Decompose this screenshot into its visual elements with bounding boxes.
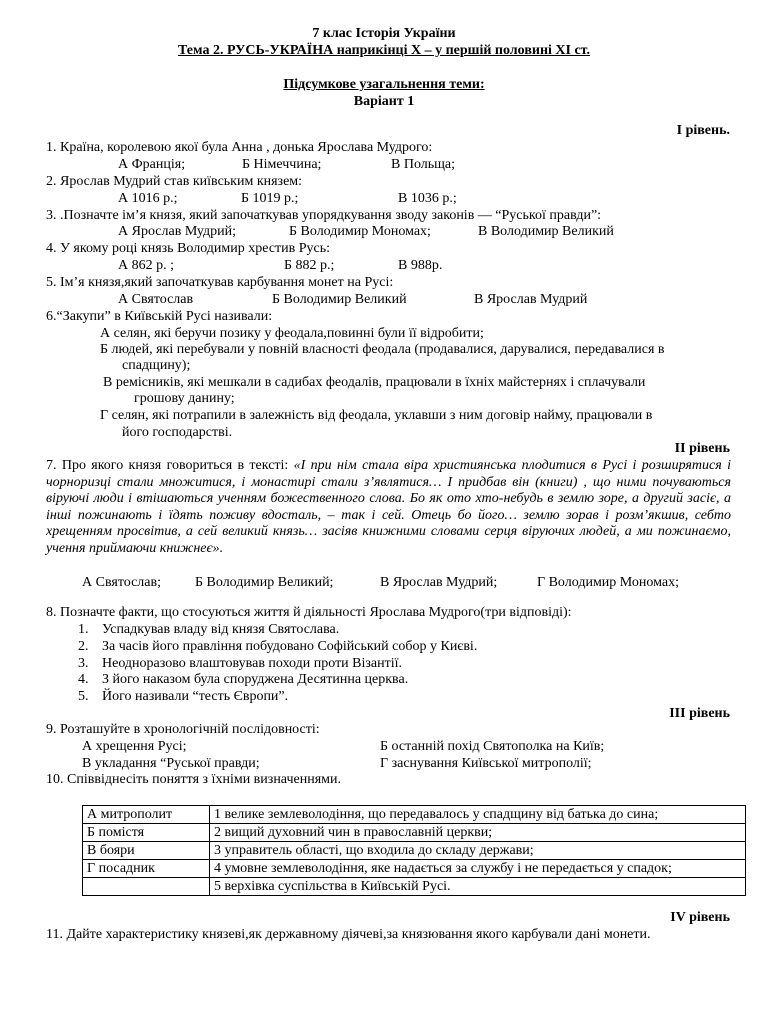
question-9-option-b: Б останній похід Святополка на Київ; <box>380 739 605 754</box>
level-1-heading: I рівень. <box>676 123 730 138</box>
question-5: 5. Ім’я князя,який започаткував карбування монет на Русі: <box>46 275 394 290</box>
question-6-option-b-line2: спадщину); <box>122 358 191 373</box>
term-cell <box>83 878 210 896</box>
question-9-option-d: Г заснування Київської митрополії; <box>380 756 592 771</box>
question-7-option-b: Б Володимир Великий; <box>195 575 334 590</box>
question-2-option-a: А 1016 р.; <box>118 191 178 206</box>
question-8: 8. Позначте факти, що стосуються життя й діяльності Ярослава Мудрого(три відповіді): <box>46 605 572 620</box>
question-8-item-number: 2. <box>78 639 89 654</box>
question-7-option-d: Г Володимир Мономах; <box>537 575 679 590</box>
table-row <box>83 842 746 860</box>
question-5-option-c: В Ярослав Мудрий <box>474 292 588 307</box>
question-9: 9. Розташуйте в хронологічній послідовності: <box>46 722 320 737</box>
question-10: 10. Співвіднесіть поняття з їхніми визначеннями. <box>46 772 341 787</box>
question-8-item-text: Його називали “тесть Європи”. <box>102 689 289 704</box>
level-3-heading: III рівень <box>669 706 730 721</box>
question-6-option-d-line1: Г селян, які потрапили в залежність від феодала, уклавши з ним договір найму, працювали в <box>100 408 653 423</box>
term-cell: Г посадник <box>83 860 210 878</box>
level-2-heading: II рівень <box>674 441 730 456</box>
question-3: 3. .Позначте ім’я князя, який започаткував упорядкування зводу законів — “Руської правди”: <box>46 208 602 223</box>
question-8-item-number: 1. <box>78 622 89 637</box>
question-11: 11. Дайте характеристику князеві,як державному діячеві,за князювання якого карбували дані монети. <box>46 927 651 942</box>
question-2-option-b: Б 1019 р.; <box>241 191 299 206</box>
matching-table <box>82 805 746 896</box>
question-5-option-b: Б Володимир Великий <box>272 292 407 307</box>
table-row <box>83 878 746 896</box>
question-6: 6.“Закупи” в Київській Русі називали: <box>46 309 273 324</box>
question-5-option-a: А Святослав <box>118 292 194 307</box>
question-4-option-a: А 862 р. ; <box>118 258 174 273</box>
question-8-item-number: 5. <box>78 689 89 704</box>
question-7 <box>46 458 731 557</box>
question-8-item-number: 4. <box>78 672 89 687</box>
question-9-option-c: В укладання “Руської правди; <box>82 756 260 771</box>
definition-cell: 1 велике землеволодіння, що передавалось у спадщину від батька до сина; <box>210 806 746 824</box>
question-7-prompt: 7. Про якого князя говориться в тексті: <box>46 458 294 473</box>
question-1-option-b: Б Німеччина; <box>242 157 322 172</box>
header-topic: Тема 2. РУСЬ-УКРАЇНА наприкінці X – у першій половині XI ст. <box>177 43 590 58</box>
question-7-option-a: А Святослав; <box>82 575 162 590</box>
term-cell: Б помістя <box>83 824 210 842</box>
question-3-option-a: А Ярослав Мудрий; <box>118 224 237 239</box>
question-2: 2. Ярослав Мудрий став київським князем: <box>46 174 303 189</box>
definition-cell: 4 умовне землеволодіння, яке надається за службу і не передається у спадок; <box>210 860 746 878</box>
question-2-option-c: В 1036 р.; <box>398 191 457 206</box>
question-4-option-b: Б 882 р.; <box>284 258 335 273</box>
header-grade-subject: 7 клас Історія України <box>312 26 456 41</box>
level-4-heading: IV рівень <box>670 910 730 925</box>
question-8-item-text: Неодноразово влаштовував походи проти Візантії. <box>102 656 403 671</box>
question-8-item-text: З його наказом була споруджена Десятинна церква. <box>102 672 409 687</box>
header-variant: Варіант 1 <box>353 94 415 109</box>
question-8-item-number: 3. <box>78 656 89 671</box>
question-7-option-c: В Ярослав Мудрий; <box>380 575 498 590</box>
question-1-option-a: А Франція; <box>118 157 186 172</box>
definition-cell: 3 управитель області, що входила до складу держави; <box>210 842 746 860</box>
question-6-option-c-line1: В ремісників, які мешкали в садибах феодалів, працювали в їхніх майстернях і сплачували <box>103 375 646 390</box>
header-summary-title: Підсумкове узагальнення теми: <box>283 77 485 92</box>
question-1: 1. Країна, королевою якої була Анна , донька Ярослава Мудрого: <box>46 140 433 155</box>
question-9-option-a: А хрещення Русі; <box>82 739 187 754</box>
table-row <box>83 806 746 824</box>
table-row <box>83 824 746 842</box>
question-4: 4. У якому році князь Володимир хрестив Русь: <box>46 241 331 256</box>
question-3-option-c: В Володимир Великий <box>478 224 614 239</box>
question-6-option-c-line2: грошову данину; <box>134 391 235 406</box>
definition-cell: 5 верхівка суспільства в Київській Русі. <box>210 878 746 896</box>
question-8-item-text: Успадкував владу від князя Святослава. <box>102 622 340 637</box>
term-cell: В бояри <box>83 842 210 860</box>
question-3-option-b: Б Володимир Мономах; <box>289 224 431 239</box>
question-6-option-a: А селян, які беручи позику у феодала,повинні були її відробити; <box>100 326 484 341</box>
question-4-option-c: В 988р. <box>398 258 443 273</box>
question-1-option-c: В Польща; <box>391 157 456 172</box>
table-row <box>83 860 746 878</box>
question-7-quote: «І при нім стала віра християнська плодитися в Русі і розширятися і чорноризці стали множитися, і монастирі стали з’являтися… І придбав він (книги) , що ними почуваються віруючі люди і втішаються ученням божественного слова. Бо як ото хто-небудь в землю зоре, а другий засіє, а інші пожинають і їдять поживу вдосталь, – так і сей. Отець бо його… землю зорав і розм’якшив, себто хрещенням просвітив, а сей великий князь… засіяв книжними словами серця віруючих людей, а ми пожинаємо, учення приймаючи книжнеє». <box>46 458 731 556</box>
question-8-item-text: За часів його правління побудовано Софійський собор у Києві. <box>102 639 478 654</box>
question-6-option-b-line1: Б людей, які перебували у повній власності феодала (продавалися, дарувалися, передавалися в <box>100 342 665 357</box>
definition-cell: 2 вищий духовний чин в православній церкви; <box>210 824 746 842</box>
term-cell: А митрополит <box>83 806 210 824</box>
question-6-option-d-line2: його господарстві. <box>122 425 233 440</box>
